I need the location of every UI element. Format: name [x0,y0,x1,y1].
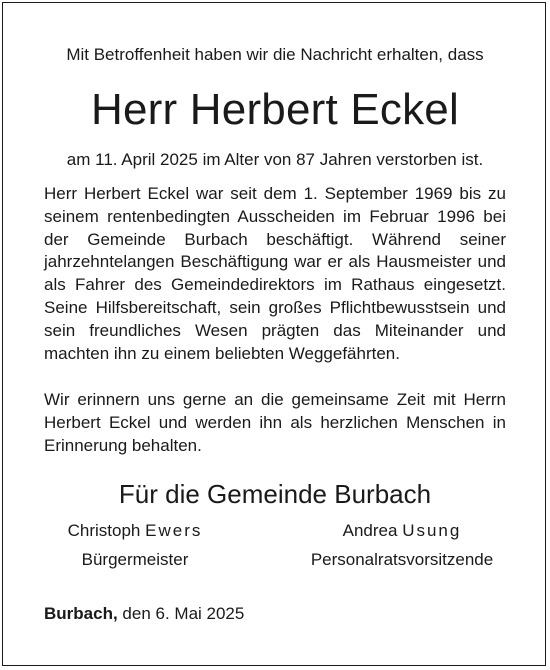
place-date-line [44,603,244,625]
signatory-right-role: Personalratsvorsitzende [310,550,494,569]
signed-for-heading: Für die Gemeinde Burbach [118,479,432,509]
signatory-left-role: Bürgermeister [81,550,189,569]
deceased-name: Herr Herbert Eckel [91,85,459,134]
death-date-line: am 11. April 2025 im Alter von 87 Jahren verstorben ist. [66,150,484,169]
signatory-right [290,520,514,571]
signatory-right-first-name: Andrea [342,521,398,540]
date: den 6. Mai 2025 [122,604,245,623]
signatory-left-last-name: Ewers [145,521,203,540]
signatory-left [40,520,230,571]
remembrance-paragraph: Wir erinnern uns gerne an die gemeinsame Zeit mit Herrn Herbert Eckel und werden ihn als herzlichen Menschen in Erinnerung behalten. [44,390,506,455]
signatory-left-first-name: Christoph [67,521,141,540]
signatory-right-last-name: Usung [402,521,462,540]
place: Burbach, [44,604,118,623]
biography-paragraph: Herr Herbert Eckel war seit dem 1. September 1969 bis zu seinem rentenbedingten Ausscheiden im Februar 1996 bei der Gemeinde Burbach beschäftigt. Während seiner jahrzehntelangen Beschäftigung war er als Hausmeister und als Fahrer des Gemeindedirektors im Rathaus eingesetzt. Seine Hilfsbereitschaft, sein großes Pflichtbewusstsein und sein freundliches Wesen prägten das Miteinander und machten ihn zu einem beliebten Weggefährten. [44,184,506,363]
intro-text: Mit Betroffenheit haben wir die Nachricht erhalten, dass [66,45,484,64]
